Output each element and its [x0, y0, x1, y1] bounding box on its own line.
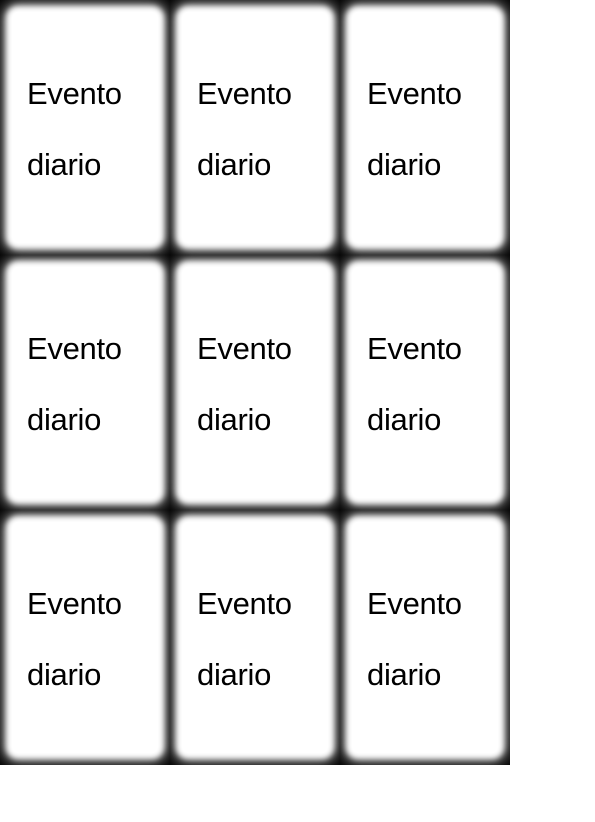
card-label-line-2: diario [197, 657, 272, 692]
card-label-line-2: diario [367, 657, 442, 692]
card-label-line-1: Evento [27, 331, 122, 366]
card-label-line-2: diario [367, 402, 442, 437]
card-label-line-2: diario [27, 147, 102, 182]
card-label-line-1: Evento [367, 586, 462, 621]
event-card [0, 255, 170, 510]
card-label-line-2: diario [27, 402, 102, 437]
card-label-line-1: Evento [197, 331, 292, 366]
event-card [170, 255, 340, 510]
card-label [197, 568, 337, 710]
card-label-line-2: diario [367, 147, 442, 182]
event-card [0, 510, 170, 765]
card-label [367, 568, 507, 710]
event-card [170, 510, 340, 765]
event-card [340, 0, 510, 255]
card-label-line-1: Evento [27, 76, 122, 111]
card-label-line-2: diario [197, 402, 272, 437]
card-label-line-1: Evento [197, 586, 292, 621]
card-label-line-2: diario [27, 657, 102, 692]
event-card [170, 0, 340, 255]
card-label [27, 568, 167, 710]
event-card [0, 0, 170, 255]
card-label-line-1: Evento [27, 586, 122, 621]
card-label-line-2: diario [197, 147, 272, 182]
card-label [197, 313, 337, 455]
card-label [367, 58, 507, 200]
card-label-line-1: Evento [197, 76, 292, 111]
card-label [367, 313, 507, 455]
card-label [27, 313, 167, 455]
event-card [340, 510, 510, 765]
card-label-line-1: Evento [367, 331, 462, 366]
event-card [340, 255, 510, 510]
card-label-line-1: Evento [367, 76, 462, 111]
card-label [197, 58, 337, 200]
card-label [27, 58, 167, 200]
